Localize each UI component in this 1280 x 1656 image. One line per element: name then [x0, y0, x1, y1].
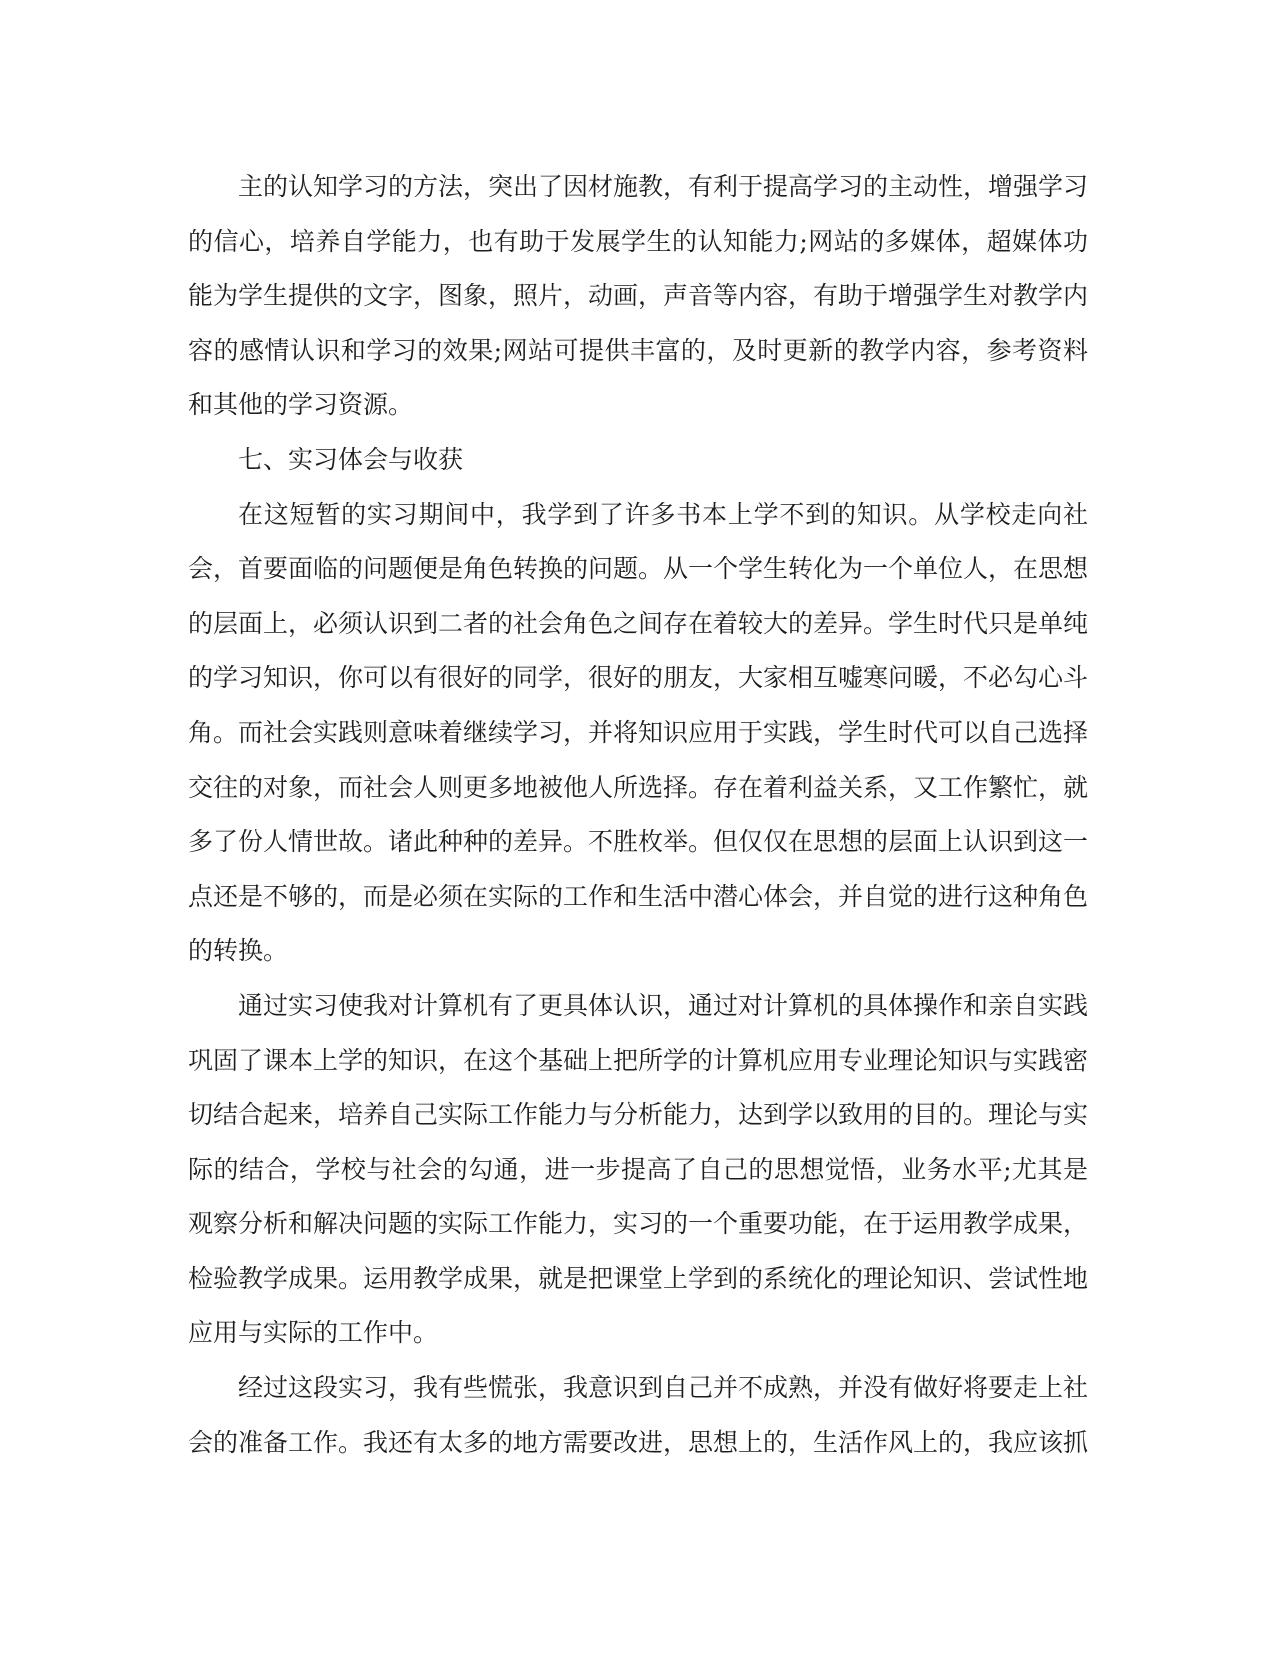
paragraph-self-reflection: 经过这段实习，我有些慌张，我意识到自己并不成熟，并没有做好将要走上社会的准备工作。我还有太多的地方需要改进，思想上的，生活作风上的，我应该抓	[188, 1373, 1089, 1457]
paragraph-role-transition: 在这短暂的实习期间中，我学到了许多书本上学不到的知识。从学校走向社会，首要面临的问题便是角色转换的问题。从一个学生转化为一个单位人，在思想的层面上，必须认识到二者的社会角色之间存在着较大的差异。学生时代只是单纯的学习知识，你可以有很好的同学，很好的朋友，大家相互嘘寒问暖，不必勾心斗角。而社会实践则意味着继续学习，并将知识应用于实践，学生时代可以自己选择交往的对象，而社会人则更多地被他人所选择。存在着利益关系，又工作繁忙，就多了份人情世故。诸此种种的差异。不胜枚举。但仅仅在思想的层面上认识到这一点还是不够的，而是必须在实际的工作和生活中潜心体会，并自觉的进行这种角色的转换。	[188, 499, 1089, 966]
paragraph-computer-practice: 通过实习使我对计算机有了更具体认识，通过对计算机的具体操作和亲自实践巩固了课本上学的知识，在这个基础上把所学的计算机应用专业理论知识与实践密切结合起来，培养自己实际工作能力与分析能力，达到学以致用的目的。理论与实际的结合，学校与社会的勾通，进一步提高了自己的思想觉悟，业务水平;尤其是观察分析和解决问题的实际工作能力，实习的一个重要功能，在于运用教学成果，检验教学成果。运用教学成果，就是把课堂上学到的系统化的理论知识、尝试性地应用与实际的工作中。	[188, 990, 1089, 1348]
paragraph-learning-methods: 主的认知学习的方法，突出了因材施教，有利于提高学习的主动性，增强学习的信心，培养自学能力，也有助于发展学生的认知能力;网站的多媒体，超媒体功能为学生提供的文字，图象，照片，动画，声音等内容，有助于增强学生对教学内容的感情认识和学习的效果;网站可提供丰富的，及时更新的教学内容，参考资料和其他的学习资源。	[188, 172, 1089, 420]
section-heading-internship-experience: 七、实习体会与收获	[238, 444, 464, 474]
document-body	[188, 160, 1088, 1470]
